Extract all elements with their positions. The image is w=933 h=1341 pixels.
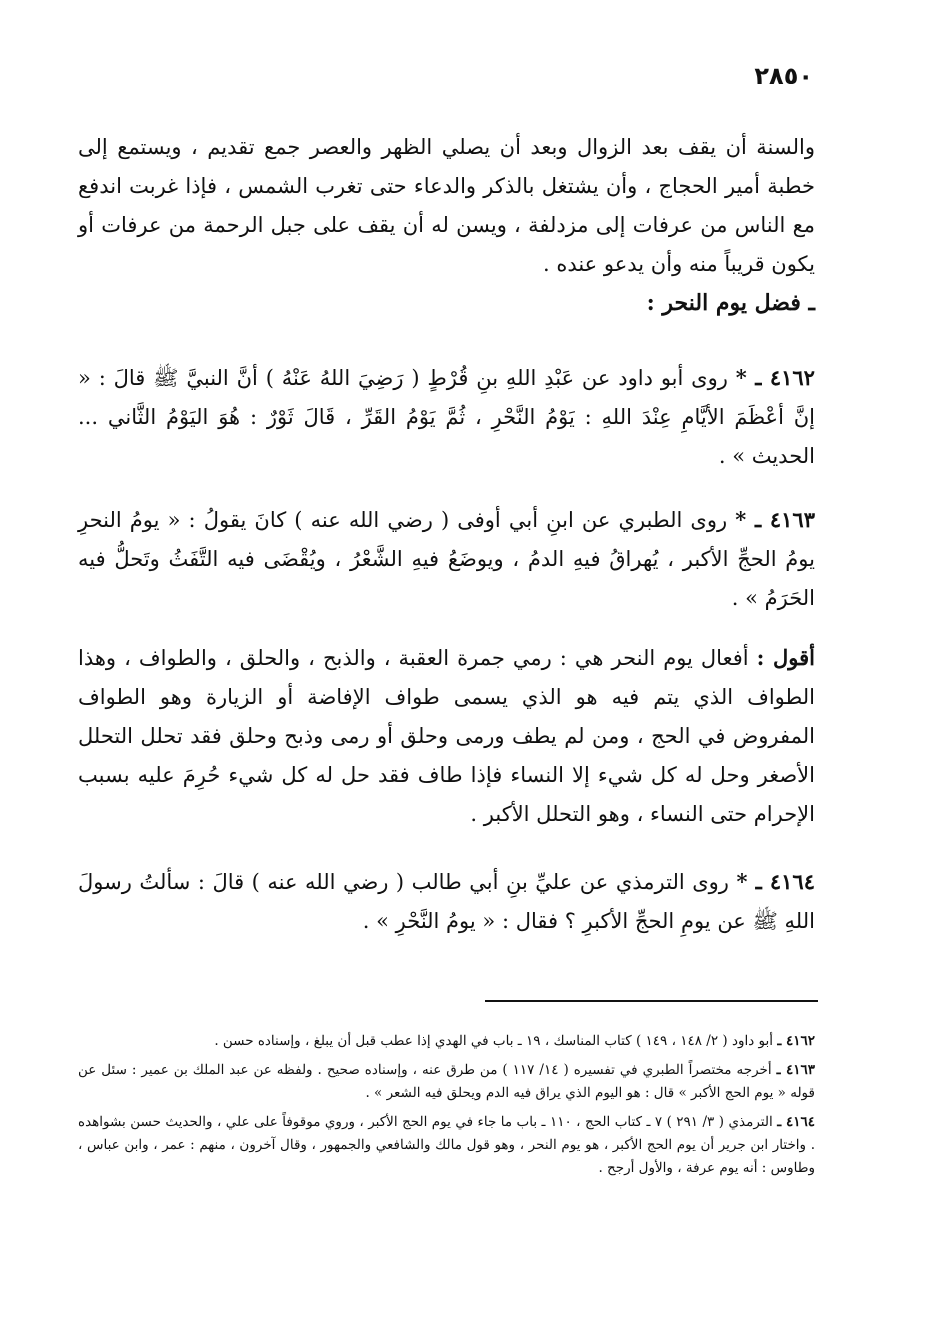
hadith-4163 (78, 500, 815, 618)
footnote (78, 1111, 815, 1180)
footnote-text: الترمذي ( ٣/ ٢٩١ ) ٧ ـ كتاب الحج ، ١١٠ ـ باب ما جاء في يوم الحج الأكبر ، وروي موقوفاً على علي ، والحديث حسن بشواهده . واختار ابن جرير أن يوم الحج الأكبر ، هو يوم النحر ، وهو قول مالك والشافعي والجمهور ، وقال آخرون ، منهم : عمر ، وابن عباس ، وطاوس : أنه يوم عرفة ، والأول أرجح . (78, 1114, 815, 1176)
hadith-4164 (78, 862, 815, 941)
footnote (78, 1059, 815, 1105)
main-text (78, 128, 815, 323)
commentary (78, 638, 815, 834)
hadith-number: ٤١٦٢ ـ * (735, 365, 815, 390)
page-number: ٢٨٥٠ (754, 62, 813, 90)
commentary-paragraph (78, 638, 815, 834)
hadith-number: ٤١٦٣ ـ * (735, 507, 815, 532)
hadith-paragraph (78, 500, 815, 618)
footnotes (78, 1030, 815, 1186)
footnote-number: ٤١٦٤ ـ (777, 1114, 816, 1130)
hadith-paragraph (78, 358, 815, 476)
commentary-text: أفعال يوم النحر هي : رمي جمرة العقبة ، والذبح ، والحلق ، والطواف ، وهذا الطواف الذي يتم فيه هو الذي يسمى طواف الإفاضة أو الزيارة وهو الطواف المفروض في الحج ، ومن لم يطف ورمى وحلق أو رمى وذبح وحلق فقد تحلل التحلل الأصغر وحل له كل شيء إلا النساء فإذا طاف فقد حل له كل شيء حُرِمَ عليه بسبب الإحرام حتى النساء ، وهو التحلل الأكبر . (78, 646, 815, 826)
hadith-number: ٤١٦٤ ـ * (736, 869, 815, 894)
commentary-label: أقول : (756, 645, 816, 670)
hadith-text: روى الطبري عن ابنِ أبي أوفى ( رضي الله عنه ) كانَ يقولُ : « يومُ النحرِ يومُ الحجِّ الأكبر ، يُهراقُ فيهِ الدمُ ، ويوضَعُ فيهِ الشَّعْرُ ، ويُقْضَى فيه التَّفَثُ وتَحلُّ فيه الحَرَمُ » . (78, 508, 815, 610)
hadith-text: روى الترمذي عن عليِّ بنِ أبي طالب ( رضي الله عنه ) قالَ : سألتُ رسولَ اللهِ ﷺ عن يومِ الحجِّ الأكبرِ ؟ فقال : « يومُ النَّحْرِ » . (78, 870, 815, 933)
hadith-text: روى أبو داود عن عَبْدِ اللهِ بنِ قُرْطٍ ( رَضِيَ اللهُ عَنْهُ ) أنَّ النبيَّ ﷺ قالَ : « إنَّ أعْظَمَ الأيَّامِ عِنْدَ اللهِ : يَوْمُ النَّحْرِ ، ثُمَّ يَوْمُ القَرِّ ، قَالَ ثَوْرٌ : هُوَ اليَوْمُ الثَّاني ... الحديث » . (78, 366, 815, 468)
footnote-text: أخرجه مختصراً الطبري في تفسيره ( ١٤/ ١١٧ ) من طرق عنه ، وإسناده صحيح . ولفظه عن عبد الملك بن عمير : سئل عن قوله « يوم الحج الأكبر » قال : هو اليوم الذي يراق فيه الدم ويحلق فيه الشعر » . (78, 1062, 815, 1101)
section-heading: ـ فضل يوم النحر : (646, 290, 815, 316)
hadith-4162 (78, 358, 815, 476)
hadith-paragraph (78, 862, 815, 941)
footnote-text: أبو داود ( ٢/ ١٤٨ ، ١٤٩ ) كتاب المناسك ، ١٩ ـ باب في الهدي إذا عطب قبل أن يبلغ ، وإسناده حسن . (214, 1033, 774, 1049)
footnote-divider (485, 1000, 818, 1002)
footnote-number: ٤١٦٣ ـ (776, 1062, 815, 1078)
intro-paragraph: والسنة أن يقف بعد الزوال وبعد أن يصلي الظهر والعصر جمع تقديم ، ويستمع إلى خطبة أمير الحجاج ، وأن يشتغل بالذكر والدعاء حتى تغرب الشمس ، فإذا غربت اندفع مع الناس من عرفات إلى مزدلفة ، ويسن له أن يقف على جبل الرحمة من عرفات أو يكون قريباً منه وأن يدعو عنده . (78, 135, 815, 276)
footnote (78, 1030, 815, 1053)
footnote-number: ٤١٦٢ ـ (777, 1033, 815, 1049)
